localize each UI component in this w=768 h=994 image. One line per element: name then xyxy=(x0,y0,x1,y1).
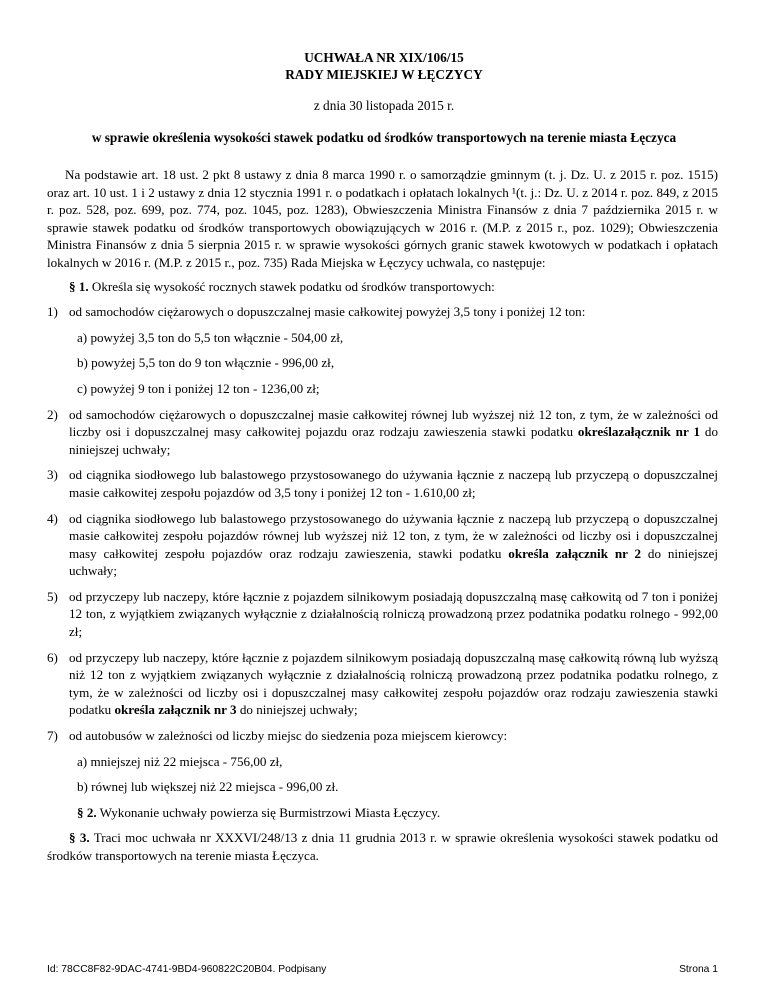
list-subitem-1c: c) powyżej 9 ton i poniżej 12 ton - 1236,00 zł; xyxy=(77,380,320,396)
page-number: Strona 1 xyxy=(679,964,718,975)
title-line-1: UCHWAŁA NR XIX/106/15 xyxy=(304,50,464,65)
item-text: od samochodów ciężarowych o dopuszczalnej masie całkowitej powyżej 3,5 tony i poniżej 12 ton: xyxy=(69,304,586,320)
section-2 xyxy=(47,804,718,822)
item-number: 5) xyxy=(47,588,58,604)
list-subitem-7a: a) mniejszej niż 22 miejsca - 756,00 zł, xyxy=(77,753,283,769)
attachment-reference: określa załącznik nr 3 xyxy=(114,702,237,718)
list-item-1 xyxy=(47,303,718,321)
list-item-7 xyxy=(47,727,718,745)
resolution-title xyxy=(0,49,768,83)
attachment-reference: określazałącznik nr 1 xyxy=(577,424,700,440)
page-footer xyxy=(47,964,718,975)
section-1-text: Określa się wysokość rocznych stawek podatku od środków transportowych: xyxy=(88,278,495,294)
list-subitem-7b: b) równej lub większej niż 22 miejsca - 996,00 zł. xyxy=(77,779,339,795)
resolution-subject: w sprawie określenia wysokości stawek podatku od środków transportowych na terenie miasta Łęczyca xyxy=(91,130,677,145)
attachment-reference: określa załącznik nr 2 xyxy=(508,545,642,561)
section-2-label: § 2. xyxy=(77,804,97,820)
item-text: od ciągnika siodłowego lub balastowego przystosowanego do używania łącznie z naczepą lub przyczepą o dopuszczalnej masie całkowitej zespołu pojazdów od 3,5 tony i poniżej 12 ton - 1.610,00 zł; xyxy=(69,467,718,500)
item-text-post: do niniejszej uchwały; xyxy=(236,702,358,718)
document-body xyxy=(47,166,718,865)
list-item-4 xyxy=(47,510,718,580)
list-subitem-1b: b) powyżej 5,5 ton do 9 ton włącznie - 996,00 zł, xyxy=(77,355,335,371)
item-number: 4) xyxy=(47,510,58,526)
item-number: 3) xyxy=(47,467,58,483)
item-text xyxy=(69,510,718,580)
document-id: Id: 78CC8F82-9DAC-4741-9BD4-960822C20B04. Podpisany xyxy=(47,964,327,975)
list-item-6 xyxy=(47,649,718,719)
item-text-post: do niniejszej uchwały; xyxy=(69,424,718,457)
item-text-pre: od samochodów ciężarowych o dopuszczalnej masie całkowitej równej lub wyższej niż 12 ton, z tym, że w zależności od liczby osi i dopuszczalnej masy całkowitej pojazdu oraz rodzaju zawieszenia stawki podatku xyxy=(69,406,718,440)
section-3-text: Traci moc uchwała nr XXXVI/248/13 z dnia 11 grudnia 2013 r. w sprawie określenia wysokości stawek podatku od środków transportowych na terenie miasta Łęczyca. xyxy=(47,830,718,863)
list-item-5 xyxy=(47,588,718,641)
item-number: 6) xyxy=(47,649,58,665)
section-3 xyxy=(47,829,718,864)
section-3-label: § 3. xyxy=(69,830,90,846)
item-number: 7) xyxy=(47,728,58,744)
item-text-post: do niniejszej uchwały; xyxy=(69,545,719,579)
item-text-pre: od ciągnika siodłowego lub balastowego przystosowanego do używania łącznie z naczepą lub przyczepą o dopuszczalnej masie całkowitej zespołu pojazdów równej lub wyższej niż 12 ton, z tym, że w zależności od liczby osi i dopuszczalnej masy całkowitej zespołu pojazdów oraz rodzaju zawieszenia, stawki podatku xyxy=(69,510,718,561)
resolution-date: z dnia 30 listopada 2015 r. xyxy=(313,98,455,113)
item-text xyxy=(69,406,718,459)
legal-basis-paragraph: Na podstawie art. 18 ust. 2 pkt 8 ustawy z dnia 8 marca 1990 r. o samorządzie gminnym (t. j. Dz. U. z 2015 r. poz. 1515) oraz art. 10 ust. 1 i 2 ustawy z dnia 12 stycznia 1991 r. o podatkach i opłatach lokalnych ¹(t. j.: Dz. U. z 2014 r. poz. 849, z 2015 r. poz. 528, poz. 699, poz. 774, poz. 1045, poz. 1283), Obwieszczenia Ministra Finansów z dnia 7 października 2015 r. w sprawie stawek podatku od środków transportowych obowiązujących w 2016 r. (M.P. z 2015 r., poz. 1029); Obwieszczenia Ministra Finansów z dnia 5 sierpnia 2015 r. w sprawie wysokości górnych granic stawek kwotowych w podatkach i opłatach lokalnych w 2016 r. (M.P. z 2015 r., poz. 735) Rada Miejska w Łęczycy uchwala, co następuje: xyxy=(47,167,718,270)
list-subitem-1a: a) powyżej 3,5 ton do 5,5 ton włącznie - 504,00 zł, xyxy=(77,329,344,345)
section-2-text: Wykonanie uchwały powierza się Burmistrzowi Miasta Łęczycy. xyxy=(96,804,441,820)
list-item-3 xyxy=(47,466,718,501)
item-text: od autobusów w zależności od liczby miejsc do siedzenia poza miejscem kierowcy: xyxy=(69,728,508,744)
item-text-pre: od przyczepy lub naczepy, które łącznie z pojazdem silnikowym posiadają dopuszczalną masę całkowitą równą lub wyższą niż 12 ton z wyjątkiem związanych wyłącznie z działalnością rolniczą prowadzoną przez podatnika podatku rolnego, z tym, że w zależności od liczby osi i dopuszczalnej masy całkowitej zespołu pojazdów oraz rodzaju zawieszenia stawki podatku xyxy=(69,649,718,718)
section-1 xyxy=(47,278,718,296)
item-number: 2) xyxy=(47,406,58,422)
item-number: 1) xyxy=(47,304,58,320)
item-text xyxy=(69,649,718,719)
item-text: od przyczepy lub naczepy, które łącznie z pojazdem silnikowym posiadają dopuszczalną masę całkowitą od 7 ton i poniżej 12 ton, z wyjątkiem związanych wyłącznie z działalnością rolniczą prowadzoną przez podatnika podatku rolnego - 992,00 zł; xyxy=(69,588,718,640)
list-item-2 xyxy=(47,406,718,459)
title-line-2: RADY MIEJSKIEJ W ŁĘCZYCY xyxy=(285,67,483,82)
section-1-label: § 1. xyxy=(69,278,89,294)
